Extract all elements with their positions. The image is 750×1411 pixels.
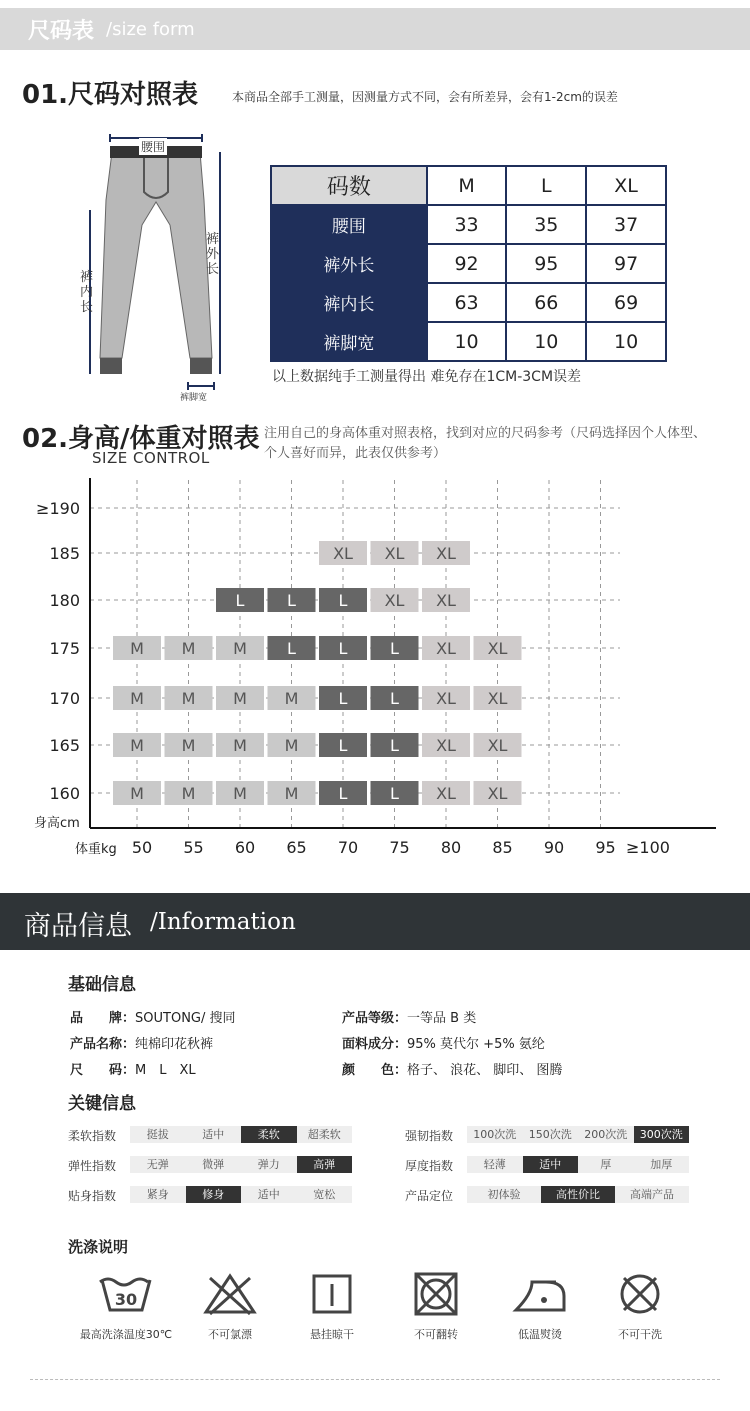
scale-option: 适中 — [257, 1188, 280, 1201]
scale-bar — [130, 1126, 352, 1143]
scale-row — [68, 1156, 358, 1173]
size-cell — [422, 588, 470, 612]
x-axis-label: 体重kg — [75, 842, 117, 857]
scale-option: 初体验 — [487, 1188, 521, 1201]
size-col-m: M — [427, 166, 507, 205]
x-tick-label: 70 — [337, 838, 359, 857]
basic-info-title: 基础信息 — [68, 975, 136, 995]
size-cell — [422, 686, 470, 710]
wash-item — [386, 1272, 486, 1342]
key-info-title: 关键信息 — [68, 1094, 136, 1114]
no-tumble-icon — [406, 1272, 466, 1316]
size-cell — [113, 636, 161, 660]
brand-label: 品 牌： — [70, 1011, 136, 1026]
bottom-divider — [30, 1379, 720, 1380]
size-table-note: 本商品全部手工测量，因测量方式不同，会有所差异，会有1-2cm的误差 — [232, 90, 618, 104]
size-cell — [165, 733, 213, 757]
table-cell: 66 — [506, 283, 586, 322]
scale-row — [405, 1126, 695, 1143]
wash-item — [282, 1272, 382, 1342]
size-table — [270, 165, 667, 362]
product-name-row — [70, 1033, 213, 1052]
size-cell — [216, 636, 264, 660]
table-row — [271, 322, 666, 361]
inner-length-label: 裤内长 — [80, 270, 94, 315]
size-cell — [422, 541, 470, 565]
color-label: 颜 色： — [342, 1063, 408, 1078]
size-cell — [371, 733, 419, 757]
scale-option: 加厚 — [650, 1158, 673, 1171]
scale-option: 无弹 — [146, 1158, 169, 1171]
size-cell-label: M — [130, 689, 144, 708]
low-iron-icon — [510, 1272, 570, 1316]
color-row — [342, 1059, 562, 1078]
size-cell — [474, 686, 522, 710]
size-cell-label: L — [390, 639, 399, 658]
size-cell-label: XL — [487, 736, 508, 755]
size-cell-label: XL — [384, 544, 405, 563]
size-cell-label: M — [284, 736, 299, 755]
size-cell-label: M — [181, 689, 196, 708]
table-row — [271, 283, 666, 322]
wash-item — [76, 1272, 176, 1342]
size-cell-label: M — [130, 784, 144, 803]
scale-option: 200次洗 — [584, 1128, 628, 1141]
y-tick-label: 185 — [49, 544, 80, 563]
size-cell-label: L — [338, 784, 348, 803]
size-cell-label: M — [181, 736, 196, 755]
information-title: 商品信息 — [24, 911, 132, 942]
scale-option-selected: 柔软 — [241, 1126, 297, 1143]
size-cell — [319, 686, 367, 710]
size-table-corner: 码数 — [271, 166, 427, 205]
size-cell-label: M — [181, 784, 196, 803]
row-label: 裤内长 — [271, 283, 427, 322]
scale-option: 100次洗 — [473, 1128, 517, 1141]
scale-row — [68, 1126, 358, 1143]
fabric-label: 面料成分： — [342, 1037, 408, 1052]
size-cell — [268, 636, 316, 660]
size-cell — [319, 636, 367, 660]
size-cell-label: L — [390, 784, 399, 803]
table-cell: 92 — [427, 244, 507, 283]
wash-item — [180, 1272, 280, 1342]
size-cell — [268, 686, 316, 710]
size-cell-label: XL — [333, 544, 353, 563]
size-cell-label: XL — [487, 689, 508, 708]
size-cell-label: L — [338, 736, 348, 755]
size-col-xl: XL — [586, 166, 666, 205]
size-cell — [371, 541, 419, 565]
x-tick-label: 65 — [286, 838, 307, 857]
wash-label: 不可氯漂 — [208, 1328, 252, 1341]
size-cell-label: L — [338, 591, 348, 610]
size-cell-label: M — [233, 689, 247, 708]
scale-option-selected: 高性价比 — [541, 1186, 615, 1203]
outer-length-label: 裤外长 — [206, 232, 220, 277]
size-table-footnote: 以上数据纯手工测量得出 难免存在1CM-3CM误差 — [272, 369, 582, 385]
size-cell-label: M — [233, 736, 247, 755]
size-cell-label: L — [390, 736, 399, 755]
size-cell-label: XL — [436, 689, 456, 708]
x-tick-label: 95 — [595, 838, 616, 857]
wash-label: 悬挂晾干 — [310, 1328, 354, 1341]
size-cell — [371, 686, 419, 710]
scale-option: 适中 — [202, 1128, 225, 1141]
size-cell — [268, 781, 316, 805]
size-cell — [216, 588, 264, 612]
size-cell — [113, 781, 161, 805]
no-dryclean-icon — [610, 1272, 670, 1316]
height-weight-note: 注用自己的身高体重对照表格，找到对应的尺码参考（尺码选择因个人体型、个人喜好而异，此表仅供参考） — [264, 426, 707, 461]
size-cell — [165, 636, 213, 660]
size-cell — [319, 781, 367, 805]
size-cell — [216, 733, 264, 757]
scale-name: 强韧指数 — [405, 1129, 454, 1143]
wash-label: 不可干洗 — [618, 1328, 662, 1341]
size-cell-label: M — [233, 784, 247, 803]
size-cell-label: XL — [384, 591, 405, 610]
information-subtitle: /Information — [150, 909, 296, 935]
scale-bar — [130, 1186, 352, 1203]
x-tick-label: 75 — [389, 838, 410, 857]
product-name-label: 产品名称： — [70, 1037, 136, 1052]
table-cell: 37 — [586, 205, 666, 244]
table-row — [271, 244, 666, 283]
size-cell-label: L — [338, 639, 348, 658]
size-cell — [474, 781, 522, 805]
scale-name: 弹性指数 — [68, 1159, 117, 1173]
brand-value: SOUTONG/ 搜同 — [135, 1011, 236, 1026]
grade-row — [342, 1007, 476, 1026]
size-cell — [113, 686, 161, 710]
scale-option-selected: 修身 — [186, 1186, 242, 1203]
brand-row — [70, 1007, 236, 1026]
y-tick-label: 160 — [49, 784, 80, 803]
size-col-l: L — [506, 166, 586, 205]
x-tick-label: 60 — [234, 838, 256, 857]
y-tick-label: 180 — [49, 591, 80, 610]
product-name-value: 纯棉印花秋裤 — [135, 1037, 214, 1052]
scale-row — [405, 1186, 695, 1203]
y-tick-label: 170 — [49, 689, 80, 708]
size-cell-label: XL — [487, 639, 508, 658]
size-cell-label: XL — [436, 784, 456, 803]
size-cell-label: XL — [436, 736, 456, 755]
scale-bar — [130, 1156, 352, 1173]
y-tick-label: 175 — [49, 639, 80, 658]
size-cell — [422, 781, 470, 805]
scale-row — [405, 1156, 695, 1173]
size-cell — [422, 636, 470, 660]
size-cell — [216, 781, 264, 805]
table-cell: 63 — [427, 283, 507, 322]
size-cell-label: XL — [436, 591, 456, 610]
wash-item — [490, 1272, 590, 1342]
table-cell: 95 — [506, 244, 586, 283]
size-cell — [165, 686, 213, 710]
size-cell — [268, 733, 316, 757]
no-bleach-icon — [200, 1272, 260, 1316]
table-cell: 69 — [586, 283, 666, 322]
size-form-subtitle: /size form — [106, 19, 195, 40]
hang-dry-icon — [302, 1272, 362, 1316]
waist-label: 腰围 — [141, 140, 166, 154]
table-cell: 10 — [586, 322, 666, 361]
color-value: 格子、 浪花、 脚印、 图腾 — [407, 1063, 563, 1078]
x-tick-label: 85 — [492, 838, 513, 857]
row-label: 裤脚宽 — [271, 322, 427, 361]
fabric-value: 95% 莫代尔 +5% 氨纶 — [407, 1037, 545, 1052]
size-table-header-row — [271, 166, 666, 205]
table-cell: 35 — [506, 205, 586, 244]
size-cell — [216, 686, 264, 710]
size-cell-label: XL — [487, 784, 508, 803]
size-cell — [319, 588, 367, 612]
scale-bar — [467, 1186, 689, 1203]
x-tick-label: 50 — [131, 838, 153, 857]
grade-value: 一等品 B 类 — [407, 1011, 477, 1026]
x-tick-label: ≥100 — [626, 838, 670, 857]
wash-30-icon — [96, 1272, 156, 1316]
wash-label: 不可翻转 — [414, 1328, 458, 1341]
scale-option-selected: 高弹 — [297, 1156, 353, 1173]
table-cell: 97 — [586, 244, 666, 283]
size-cell-label: L — [338, 689, 348, 708]
height-weight-subtitle: SIZE CONTROL — [92, 449, 210, 467]
size-label: 尺 码： — [70, 1063, 136, 1078]
size-cell — [319, 541, 367, 565]
size-cell — [113, 733, 161, 757]
x-tick-label: 90 — [543, 838, 565, 857]
size-cell-label: M — [284, 689, 299, 708]
size-cell — [474, 733, 522, 757]
row-label: 裤外长 — [271, 244, 427, 283]
scale-option: 高端产品 — [630, 1188, 674, 1201]
scale-option: 微弹 — [202, 1158, 225, 1171]
size-cell — [268, 588, 316, 612]
scale-bar — [467, 1126, 689, 1143]
scale-option: 厚 — [600, 1158, 612, 1171]
size-form-header — [0, 8, 750, 50]
scale-option: 150次洗 — [528, 1128, 572, 1141]
scale-option: 紧身 — [146, 1188, 169, 1201]
scale-option: 轻薄 — [483, 1158, 506, 1171]
information-header — [0, 893, 750, 950]
size-cell — [474, 636, 522, 660]
scale-row — [68, 1186, 358, 1203]
size-cell — [319, 733, 367, 757]
size-cell — [422, 733, 470, 757]
height-weight-chart — [0, 470, 750, 870]
size-cell-label: XL — [436, 639, 456, 658]
x-tick-label: 55 — [183, 838, 204, 857]
size-cell-label: M — [284, 784, 299, 803]
size-table-title: 01.尺码对照表 — [22, 80, 199, 110]
scale-option-selected: 300次洗 — [634, 1126, 690, 1143]
scale-option: 弹力 — [257, 1158, 280, 1171]
size-cell-label: M — [130, 639, 144, 658]
grade-label: 产品等级： — [342, 1011, 408, 1026]
size-cell — [371, 781, 419, 805]
table-cell: 10 — [506, 322, 586, 361]
size-cell-label: L — [287, 591, 296, 610]
height-weight-title: 02.身高/体重对照表 — [22, 424, 260, 454]
size-cell — [371, 588, 419, 612]
size-cell-label: M — [130, 736, 144, 755]
scale-name: 贴身指数 — [68, 1189, 117, 1203]
scale-name: 柔软指数 — [68, 1129, 117, 1143]
scale-name: 厚度指数 — [405, 1159, 454, 1173]
cuff-label: 裤脚宽 — [180, 393, 208, 403]
size-cell — [165, 781, 213, 805]
y-tick-label: ≥190 — [36, 499, 80, 518]
scale-option: 宽松 — [313, 1188, 336, 1201]
size-value: M L XL — [135, 1063, 196, 1078]
wash-label: 最高洗涤温度30℃ — [79, 1328, 173, 1341]
y-axis-label: 身高cm — [34, 816, 80, 831]
fabric-row — [342, 1033, 545, 1052]
row-label: 腰围 — [271, 205, 427, 244]
wash-title: 洗涤说明 — [68, 1238, 129, 1256]
scale-bar — [467, 1156, 689, 1173]
size-cell-label: M — [181, 639, 196, 658]
wash-temp-text: 30 — [114, 1290, 138, 1309]
scale-name: 产品定位 — [405, 1189, 454, 1203]
size-cell-label: L — [390, 689, 399, 708]
size-row — [70, 1059, 196, 1078]
wash-item — [590, 1272, 690, 1342]
size-cell-label: L — [235, 591, 245, 610]
size-form-title: 尺码表 — [28, 19, 95, 44]
scale-option: 超柔软 — [307, 1128, 341, 1141]
table-cell: 10 — [427, 322, 507, 361]
size-cell-label: L — [287, 639, 296, 658]
x-tick-label: 80 — [440, 838, 462, 857]
table-cell: 33 — [427, 205, 507, 244]
scale-option: 挺拔 — [146, 1128, 169, 1141]
scale-option-selected: 适中 — [523, 1156, 579, 1173]
y-tick-label: 165 — [49, 736, 80, 755]
size-cell-label: M — [233, 639, 247, 658]
wash-label: 低温熨烫 — [518, 1328, 562, 1341]
table-row — [271, 205, 666, 244]
size-cell-label: XL — [436, 544, 456, 563]
size-cell — [371, 636, 419, 660]
